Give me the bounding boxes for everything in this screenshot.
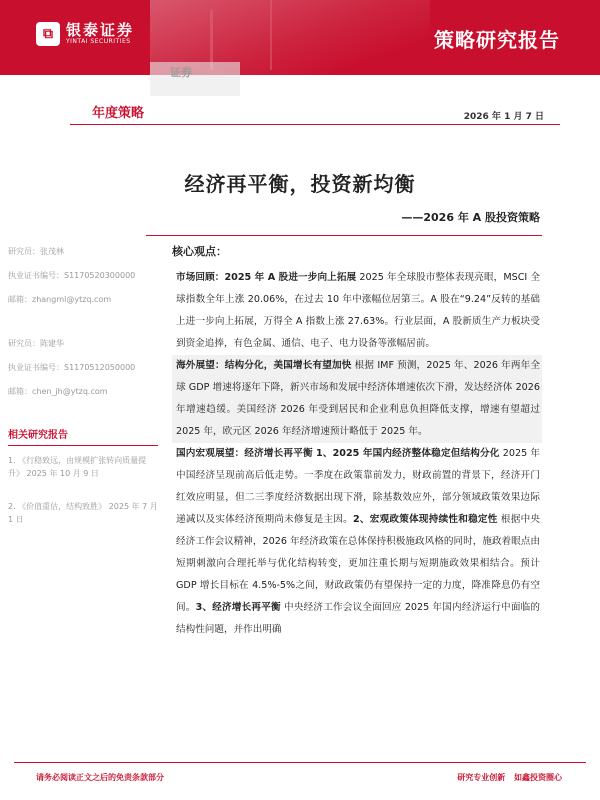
paragraph-subpoint: 1、2025 年国内经济整体稳定但结构分化 bbox=[315, 448, 500, 459]
brand-logo bbox=[36, 22, 134, 46]
paragraph-body: 中央经济工作会议全面回应 2025 年国内经济运行中面临的结构性问题，并作出明确 bbox=[176, 602, 540, 635]
analyst-name: 研究员：陈建华 bbox=[8, 339, 64, 348]
footer-divider bbox=[14, 762, 586, 763]
key-points-section bbox=[172, 243, 542, 641]
header-divider bbox=[70, 124, 560, 125]
analyst-card bbox=[8, 337, 158, 409]
brand-name-en: YINTAI SECURITIES bbox=[66, 38, 131, 45]
paragraph-lead: 国内宏观展望：经济增长再平衡 bbox=[176, 448, 313, 459]
brand-name-cn: 银泰证券 bbox=[66, 21, 135, 39]
paragraph-body: 2025 年全球股市整体表现亮眼，MSCI 全球指数全年上涨 20.06%，在过去 10 年中涨幅位居第三。A 股在“9.24”反转的基础上进一步向上拓展，万得全 A 指数上涨 27.63%。行业层面，A 股新质生产力板块受到资金追捧，有色金属、通信、电子、电力设备等涨幅居前。 bbox=[176, 272, 540, 349]
title-divider bbox=[146, 235, 542, 236]
paragraph-lead: 海外展望：结构分化，美国增长有望加快 bbox=[176, 360, 352, 371]
paragraph-overseas-outlook bbox=[172, 355, 542, 443]
related-reports-divider bbox=[8, 445, 158, 446]
paragraph-subpoint: 3、经济增长再平衡 bbox=[195, 602, 281, 613]
related-report-item[interactable]: 2. 《价值重估，结构致胜》 2025 年 7 月 1 日 bbox=[8, 502, 158, 524]
analyst-sidebar bbox=[8, 245, 158, 546]
report-date: 2026 年 1 月 7 日 bbox=[463, 112, 544, 122]
paragraph-market-review bbox=[172, 267, 542, 355]
header-banner bbox=[0, 0, 600, 75]
footer-slogan: 研究专业创新 如鑫投资圈心 bbox=[457, 773, 562, 782]
analyst-email[interactable]: 邮箱：zhangml@ytzq.com bbox=[8, 295, 112, 304]
watermark-text: 证券 bbox=[170, 66, 192, 79]
related-reports-title: 相关研究报告 bbox=[8, 430, 68, 441]
analyst-certificate: 执业证书编号：S1170520300000 bbox=[8, 271, 136, 280]
report-category: 年度策略 bbox=[92, 106, 145, 121]
report-title: 经济再平衡，投资新均衡 bbox=[184, 172, 416, 196]
report-subtitle: ——2026 年 A 股投资策略 bbox=[401, 211, 540, 224]
analyst-card bbox=[8, 245, 158, 317]
paragraph-body: 根据中央经济工作会议精神，2026 年经济政策在总体保持积极施政风格的同时，施政着眼点由短期刺激向合理托举与优化结构转变，更加注重长期与短期施政效果相结合。预计 GDP 增长目标在 4.5%-5%之间，财政政策仍有望保持一定的力度，降准降息仍有空间。 bbox=[176, 514, 540, 613]
key-points-heading: 核心观点： bbox=[172, 245, 227, 258]
analyst-name: 研究员：张茂林 bbox=[8, 247, 64, 256]
paragraph-subpoint: 2、宏观政策体现持续性和稳定性 bbox=[353, 514, 498, 525]
document-type: 策略研究报告 bbox=[434, 28, 560, 52]
watermark-block bbox=[150, 62, 240, 96]
paragraph-body: 根据 IMF 预测，2025 年、2026 年两年全球 GDP 增速将逐年下降，新兴市场和发展中经济体增速依次下滑，发达经济体 2026 年增速趋缓。美国经济 2026 年受到居民和企业利息负担降低支撑，增速有望超过 2025 年，欧元区 2026 年经济增速预计略低于 2025 年。 bbox=[176, 360, 540, 437]
footer-disclaimer: 请务必阅读正文之后的免责条款部分 bbox=[36, 773, 164, 782]
related-report-item[interactable]: 1. 《行稳致远，由规模扩张转向质量提升》 2025 年 10 月 9 日 bbox=[8, 456, 147, 478]
paragraph-body: 2025 年中国经济呈现前高后低走势。一季度在政策靠前发力，财政前置的背景下，经济开门红效应明显，但二三季度经济数据出现下滑，除基数效应外，部分领域政策效果边际递减以及实体经济预期尚未修复是主因。 bbox=[176, 448, 541, 525]
analyst-certificate: 执业证书编号：S1170512050000 bbox=[8, 363, 136, 372]
paragraph-lead: 市场回顾：2025 年 A 股进一步向上拓展 bbox=[176, 272, 357, 283]
logo-icon: ⧉ bbox=[36, 22, 60, 46]
paragraph-domestic-outlook bbox=[172, 443, 542, 641]
analyst-email[interactable]: 邮箱：chen_jh@ytzq.com bbox=[8, 387, 108, 396]
